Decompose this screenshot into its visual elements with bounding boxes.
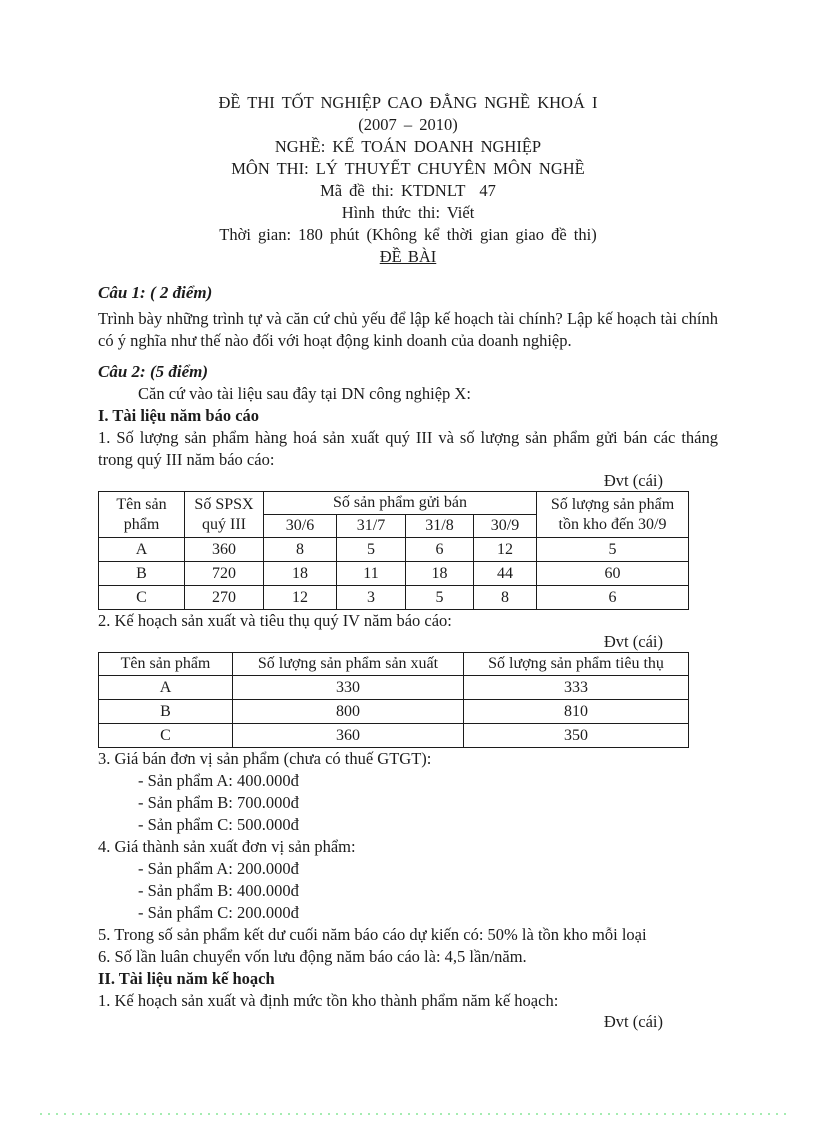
- cell: 6: [537, 586, 689, 610]
- table-plan-q4: [98, 652, 689, 748]
- table2-col-consume: Số lượng sản phẩm tiêu thụ: [464, 653, 689, 676]
- cell: 12: [264, 586, 337, 610]
- table1-row-b: [99, 562, 689, 586]
- cell: 6: [406, 538, 474, 562]
- question2-intro: Căn cứ vào tài liệu sau đây tại DN công nghiệp X:: [138, 384, 471, 403]
- header-exam-code: Mã đề thi: KTDNLT 47: [320, 181, 496, 200]
- cell: C: [99, 724, 233, 748]
- item3-line-c: - Sản phẩm C: 500.000đ: [138, 815, 299, 834]
- header-trade: NGHỀ: KẾ TOÁN DOANH NGHIỆP: [274, 137, 542, 156]
- item4-line-c: - Sản phẩm C: 200.000đ: [138, 903, 299, 922]
- section2-item1-text: 1. Kế hoạch sản xuất và định mức tồn kho thành phẩm năm kế hoạch:: [98, 991, 559, 1010]
- section1-heading: I. Tài liệu năm báo cáo: [98, 406, 260, 425]
- table1-row-c: [99, 586, 689, 610]
- table1-col-stock: Số lượng sản phẩm tồn kho đến 30/9: [537, 492, 689, 538]
- section1-item5-text: 5. Trong số sản phẩm kết dư cuối năm báo cáo dự kiến có: 50% là tồn kho mỗi loại: [98, 925, 647, 944]
- header-duration: Thời gian: 180 phút (Không kể thời gian giao đề thi): [219, 225, 597, 244]
- exam-header: [98, 92, 718, 268]
- cell: B: [99, 562, 185, 586]
- unit-label-section2: Đvt (cái): [603, 1012, 663, 1031]
- table1-header-row1: [99, 492, 689, 515]
- cell: 12: [474, 538, 537, 562]
- cell: 360: [233, 724, 464, 748]
- table2-row-c: [99, 724, 689, 748]
- table1-col-date3: 31/8: [406, 515, 474, 538]
- cell: 800: [233, 700, 464, 724]
- question1-text: Trình bày những trình tự và căn cứ chủ yếu để lập kế hoạch tài chính? Lập kế hoạch tài chính có ý nghĩa như thế nào đối với hoạt động kinh doanh của doanh nghiệp.: [98, 309, 718, 350]
- cell: 3: [337, 586, 406, 610]
- table-production-and-shipment: [98, 491, 689, 610]
- cell: 18: [406, 562, 474, 586]
- table1-col-spsx: Số SPSX quý III: [185, 492, 264, 538]
- cell: C: [99, 586, 185, 610]
- section1-item4-heading: 4. Giá thành sản xuất đơn vị sản phẩm:: [98, 837, 356, 856]
- cell: 720: [185, 562, 264, 586]
- cell: 8: [474, 586, 537, 610]
- cell: 5: [406, 586, 474, 610]
- table1-col-date4: 30/9: [474, 515, 537, 538]
- item3-line-a: - Sản phẩm A: 400.000đ: [138, 771, 299, 790]
- cell: 5: [537, 538, 689, 562]
- table1-col-product: Tên sản phẩm: [99, 492, 185, 538]
- table2-row-b: [99, 700, 689, 724]
- section1-item6-text: 6. Số lần luân chuyển vốn lưu động năm báo cáo là: 4,5 lần/năm.: [98, 947, 527, 966]
- item4-line-b: - Sản phẩm B: 400.000đ: [138, 881, 299, 900]
- cell: A: [99, 538, 185, 562]
- cell: 8: [264, 538, 337, 562]
- item3-line-b: - Sản phẩm B: 700.000đ: [138, 793, 299, 812]
- cell: 333: [464, 676, 689, 700]
- section1-item1-text: 1. Số lượng sản phẩm hàng hoá sản xuất quý III và số lượng sản phẩm gửi bán các tháng trong quý III năm báo cáo:: [98, 428, 718, 469]
- table1-row-a: [99, 538, 689, 562]
- header-years: (2007 – 2010): [358, 115, 458, 134]
- cell: 44: [474, 562, 537, 586]
- item4-line-a: - Sản phẩm A: 200.000đ: [138, 859, 299, 878]
- section1-item3-heading: 3. Giá bán đơn vị sản phẩm (chưa có thuế GTGT):: [98, 749, 432, 768]
- table1-col-date1: 30/6: [264, 515, 337, 538]
- cell: 18: [264, 562, 337, 586]
- cell: B: [99, 700, 233, 724]
- doc-title: ĐỀ BÀI: [379, 247, 437, 266]
- cell: 11: [337, 562, 406, 586]
- doc-title-wrap: [98, 246, 718, 268]
- cell: 350: [464, 724, 689, 748]
- page-bottom-dotted-line: [40, 1113, 788, 1115]
- table2-header-row: [99, 653, 689, 676]
- table1-col-shipped-group: Số sản phẩm gửi bán: [264, 492, 537, 515]
- cell: A: [99, 676, 233, 700]
- cell: 810: [464, 700, 689, 724]
- table2-col-produce: Số lượng sản phẩm sản xuất: [233, 653, 464, 676]
- cell: 330: [233, 676, 464, 700]
- unit-label-table2: Đvt (cái): [603, 632, 663, 651]
- section2-heading: II. Tài liệu năm kế hoạch: [98, 969, 275, 988]
- header-subject: MÔN THI: LÝ THUYẾT CHUYÊN MÔN NGHỀ: [231, 159, 585, 178]
- header-exam-title: ĐỀ THI TỐT NGHIỆP CAO ĐẲNG NGHỀ KHOÁ I: [218, 93, 598, 112]
- header-exam-form: Hình thức thi: Viết: [341, 203, 475, 222]
- table1-col-date2: 31/7: [337, 515, 406, 538]
- question2-heading: Câu 2: (5 điểm): [98, 362, 209, 381]
- cell: 60: [537, 562, 689, 586]
- cell: 270: [185, 586, 264, 610]
- question1-heading: Câu 1: ( 2 điểm): [98, 283, 213, 302]
- cell: 5: [337, 538, 406, 562]
- cell: 360: [185, 538, 264, 562]
- section1-item2-text: 2. Kế hoạch sản xuất và tiêu thụ quý IV năm báo cáo:: [98, 611, 452, 630]
- unit-label-table1: Đvt (cái): [603, 471, 663, 490]
- table2-col-product: Tên sản phẩm: [99, 653, 233, 676]
- table2-row-a: [99, 676, 689, 700]
